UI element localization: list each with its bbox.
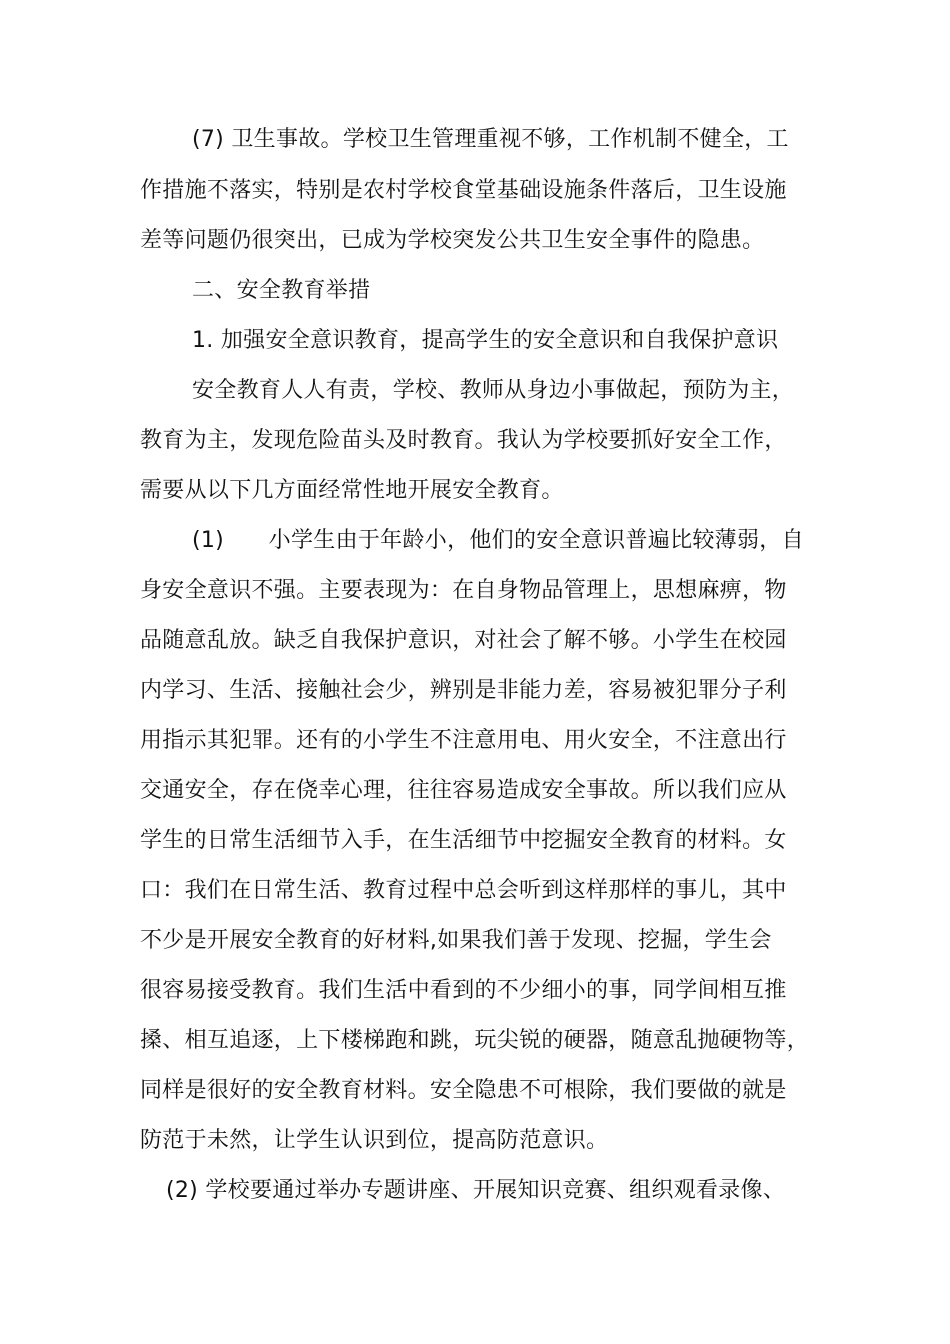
intro-line-1: 安全教育人人有责，学校、教师从身边小事做起，预防为主， bbox=[192, 378, 795, 403]
section-heading: 二、安全教育举措 bbox=[192, 278, 371, 303]
paragraph-1-line-12: 同样是很好的安全教育材料。安全隐患不可根除，我们要做的就是 bbox=[140, 1078, 787, 1103]
paragraph-7-line-3: 差等问题仍很突出，已成为学校突发公共卫生安全事件的隐患。 bbox=[140, 228, 765, 253]
paragraph-1-line-13: 防范于未然，让学生认识到位，提高防范意识。 bbox=[140, 1128, 609, 1153]
paragraph-1-line-2: 身安全意识不强。主要表现为：在自身物品管理上，思想麻痹，物 bbox=[140, 578, 787, 603]
paragraph-1-line-11: 搡、相互追逐，上下楼梯跑和跳，玩尖锐的硬器，随意乱抛硬物等， bbox=[140, 1028, 810, 1053]
paragraph-1-line-10: 很容易接受教育。我们生活中看到的不少细小的事，同学间相互推 bbox=[140, 978, 787, 1003]
paragraph-1-line-3: 品随意乱放。缺乏自我保护意识，对社会了解不够。小学生在校园 bbox=[140, 628, 787, 653]
paragraph-1-line-1: (1) 小学生由于年龄小，他们的安全意识普遍比较薄弱，自 bbox=[192, 528, 804, 553]
intro-line-3: 需要从以下几方面经常性地开展安全教育。 bbox=[140, 478, 564, 503]
paragraph-7-line-2: 作措施不落实，特别是农村学校食堂基础设施条件落后，卫生设施 bbox=[140, 178, 787, 203]
paragraph-7-line-1: (7) 卫生事故。学校卫生管理重视不够，工作机制不健全，工 bbox=[192, 127, 789, 152]
paragraph-1-line-6: 交通安全，存在侥幸心理，往往容易造成安全事故。所以我们应从 bbox=[140, 778, 787, 803]
paragraph-1-line-5: 用指示其犯罪。还有的小学生不注意用电、用火安全，不注意出行 bbox=[140, 728, 787, 753]
paragraph-1-line-7: 学生的日常生活细节入手，在生活细节中挖掘安全教育的材料。女 bbox=[140, 828, 787, 853]
paragraph-2-line-1: (2) 学校要通过举办专题讲座、开展知识竞赛、组织观看录像、 bbox=[166, 1178, 786, 1203]
paragraph-1-line-4: 内学习、生活、接触社会少，辨别是非能力差，容易被犯罪分子利 bbox=[140, 678, 787, 703]
intro-line-2: 教育为主，发现危险苗头及时教育。我认为学校要抓好安全工作， bbox=[140, 428, 787, 453]
subsection-heading-1: 1. 加强安全意识教育，提高学生的安全意识和自我保护意识 bbox=[192, 328, 779, 353]
paragraph-1-line-8: 口：我们在日常生活、教育过程中总会听到这样那样的事儿，其中 bbox=[140, 878, 787, 903]
paragraph-1-line-9: 不少是开展安全教育的好材料,如果我们善于发现、挖掘，学生会 bbox=[140, 928, 772, 953]
